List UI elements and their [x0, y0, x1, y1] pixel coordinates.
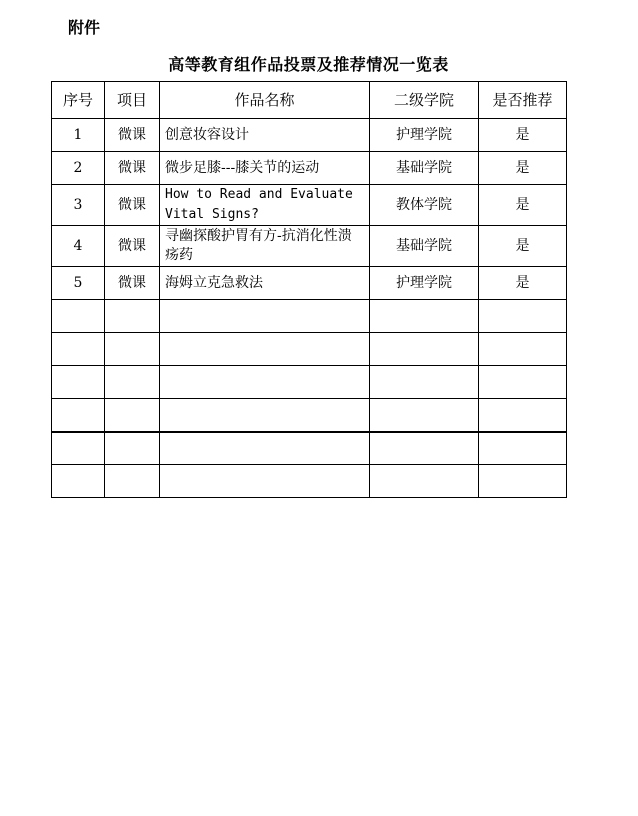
cell-type: 微课: [105, 185, 160, 226]
cell-no: 5: [52, 267, 105, 300]
empty-table-row: [52, 300, 567, 333]
table-row: [52, 267, 567, 300]
cell-name: 创意妆容设计: [160, 119, 370, 152]
table-row: [52, 152, 567, 185]
cell-name: 海姆立克急救法: [160, 267, 370, 300]
cell-type: 微课: [105, 119, 160, 152]
header-type: 项目: [105, 82, 160, 119]
cell-recommended: 是: [479, 119, 567, 152]
cell-type: 微课: [105, 267, 160, 300]
cell-recommended: 是: [479, 226, 567, 267]
empty-table-row: [52, 333, 567, 366]
cell-college: 基础学院: [370, 152, 479, 185]
cell-type: 微课: [105, 226, 160, 267]
cell-recommended: 是: [479, 267, 567, 300]
attachment-label: 附件: [68, 18, 101, 37]
cell-type: 微课: [105, 152, 160, 185]
empty-table-row: [52, 366, 567, 399]
header-recommended: 是否推荐: [479, 82, 567, 119]
cell-recommended: 是: [479, 185, 567, 226]
header-name: 作品名称: [160, 82, 370, 119]
table-row: [52, 185, 567, 226]
header-no: 序号: [52, 82, 105, 119]
table-row: [52, 226, 567, 267]
cell-name: 微步足膝---膝关节的运动: [160, 152, 370, 185]
empty-table-row: [52, 399, 567, 432]
empty-table-row: [52, 432, 567, 465]
cell-no: 2: [52, 152, 105, 185]
header-college: 二级学院: [370, 82, 479, 119]
cell-no: 3: [52, 185, 105, 226]
cell-college: 护理学院: [370, 267, 479, 300]
cell-name: How to Read and Evaluate Vital Signs?: [160, 185, 370, 226]
recommendation-table: [51, 81, 567, 498]
table-row: [52, 119, 567, 152]
cell-no: 4: [52, 226, 105, 267]
page-title: 高等教育组作品投票及推荐情况一览表: [168, 55, 449, 74]
empty-table-row: [52, 465, 567, 498]
cell-name: 寻幽探酸护胃有方-抗消化性溃疡药: [160, 226, 370, 267]
cell-recommended: 是: [479, 152, 567, 185]
cell-college: 护理学院: [370, 119, 479, 152]
cell-college: 基础学院: [370, 226, 479, 267]
cell-college: 教体学院: [370, 185, 479, 226]
table-header-row: [52, 82, 567, 119]
cell-no: 1: [52, 119, 105, 152]
